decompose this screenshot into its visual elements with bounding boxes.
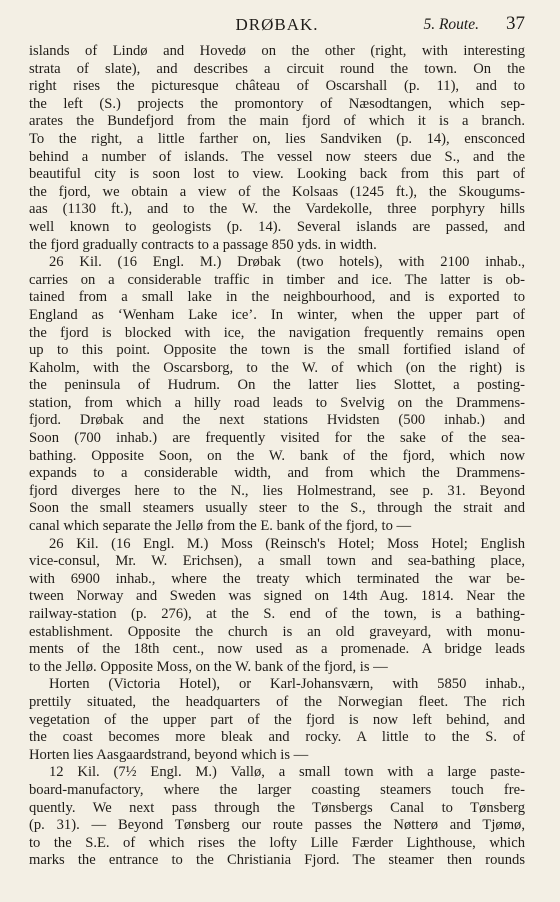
text-line: the fjord gradually contracts to a passage 850 yds. in width.: [29, 236, 377, 253]
text-line: Soon (700 inhab.) are frequently visited for the sake of the sea-: [29, 430, 525, 447]
text-line: board-manufactory, where the larger coasting steamers touch fre-: [29, 781, 525, 798]
text-line: station, from which a hilly road leads to Svelvig on the Drammens-: [29, 394, 525, 411]
text-line: railway-station (p. 276), at the S. end of the town, is a bathing-: [29, 606, 525, 622]
text-line: 26 Kil. (16 Engl. M.) Drøbak (two hotels), with 2100 inhab.,: [49, 254, 525, 271]
text-line: tween Norway and Sweden was signed on 14th Aug. 1814. Near the: [29, 588, 525, 605]
text-line: tained from a small lake in the neighbourhood, and is exported to: [29, 289, 525, 306]
text-line: the coast becomes more bleak and rocky. A little to the S. of: [29, 729, 525, 746]
page-body: [29, 43, 525, 870]
text-line: Horten (Victoria Hotel), or Karl-Johansværn, with 5850 inhab.,: [49, 676, 525, 693]
text-line: islands of Lindø and Hovedø on the other (right, with interesting: [29, 43, 525, 59]
text-line: up to this point. Opposite the town is the small fortified island of: [29, 342, 525, 359]
text-line: 12 Kil. (7½ Engl. M.) Vallø, a small town with a large paste-: [49, 764, 525, 781]
page-number: 37: [506, 13, 525, 34]
text-line: fjord diverges here to the N., lies Holmestrand, see p. 31. Beyond: [29, 482, 525, 499]
text-line: marks the entrance to the Christiania Fjord. The steamer then rounds: [29, 852, 525, 869]
text-line: fjord. Drøbak and the next stations Hvidsten (500 inhab.) and: [29, 412, 525, 429]
text-line: establishment. Opposite the church is an old graveyard, with monu-: [29, 623, 525, 640]
text-line: expands to a considerable width, and from which the Drammens-: [29, 465, 525, 482]
text-line: vegetation of the upper part of the fjord is now left behind, and: [29, 711, 525, 728]
text-line: Soon the small steamers usually steer to the S., through the strait and: [29, 500, 525, 517]
text-line: bathing. Opposite Soon, on the W. bank of the fjord, which now: [29, 447, 525, 464]
text-line: vice-consul, Mr. W. Erichsen), a small town and sea-bathing place,: [29, 553, 525, 570]
text-line: beautiful city is soon lost to view. Looking back from this part of: [29, 166, 525, 183]
text-line: with 6900 inhab., where the treaty which terminated the war be-: [29, 570, 525, 587]
text-line: right rises the picturesque château of Oscarshall (p. 11), and to: [29, 78, 525, 95]
route-label: 5. Route.: [423, 16, 479, 33]
text-line: Horten lies Aasgaardstrand, beyond which is —: [29, 746, 309, 763]
text-line: Kaholm, with the Oscarsborg, to the W. of which (on the right) is: [29, 359, 525, 376]
text-line: 26 Kil. (16 Engl. M.) Moss (Reinsch's Hotel; Moss Hotel; English: [49, 535, 525, 552]
text-line: the fjord, we obtain a view of the Kolsaas (1245 ft.), the Skougums-: [29, 183, 525, 200]
page-header: [29, 11, 525, 43]
text-line: (p. 31). — Beyond Tønsberg our route passes the Nøtterø and Tjømø,: [29, 817, 525, 834]
running-title: DRØBAK.: [235, 15, 319, 34]
text-line: well known to geologists (p. 14). Several islands are passed, and: [29, 218, 525, 235]
text-line: ments of the 18th cent., now used as a promenade. A bridge leads: [29, 641, 525, 658]
text-line: canal which separate the Jellø from the E. bank of the fjord, to —: [29, 518, 412, 535]
text-line: carries on a considerable traffic in timber and ice. The latter is ob-: [29, 271, 525, 288]
text-line: prettily situated, the headquarters of the Norwegian fleet. The rich: [29, 693, 525, 710]
text-line: aas (1130 ft.), and to the W. the Vardekolle, three porphyry hills: [29, 201, 525, 218]
text-line: the left (S.) projects the promontory of Næsodtangen, which sep-: [29, 95, 525, 112]
text-line: quently. We next pass through the Tønsbergs Canal to Tønsberg: [29, 799, 525, 816]
text-line: strata of slate), and describes a circuit round the town. On the: [29, 60, 525, 77]
text-line: to the Jellø. Opposite Moss, on the W. bank of the fjord, is —: [29, 658, 388, 675]
text-line: England as ‘Wenham Lake ice’. In winter, when the upper part of: [29, 306, 525, 323]
text-line: the peninsula of Hudrum. On the latter lies Slottet, a posting-: [29, 377, 525, 394]
text-line: To the right, a little farther on, lies Sandviken (p. 14), ensconced: [29, 130, 525, 147]
text-line: to the S.E. of which rises the lofty Lille Færder Lighthouse, which: [29, 834, 525, 851]
text-line: the fjord is blocked with ice, the navigation frequently remains open: [29, 324, 525, 341]
text-line: behind a number of islands. The vessel now steers due S., and the: [29, 148, 525, 165]
text-line: arates the Bundefjord from the main fjord of which it is a branch.: [29, 113, 525, 130]
